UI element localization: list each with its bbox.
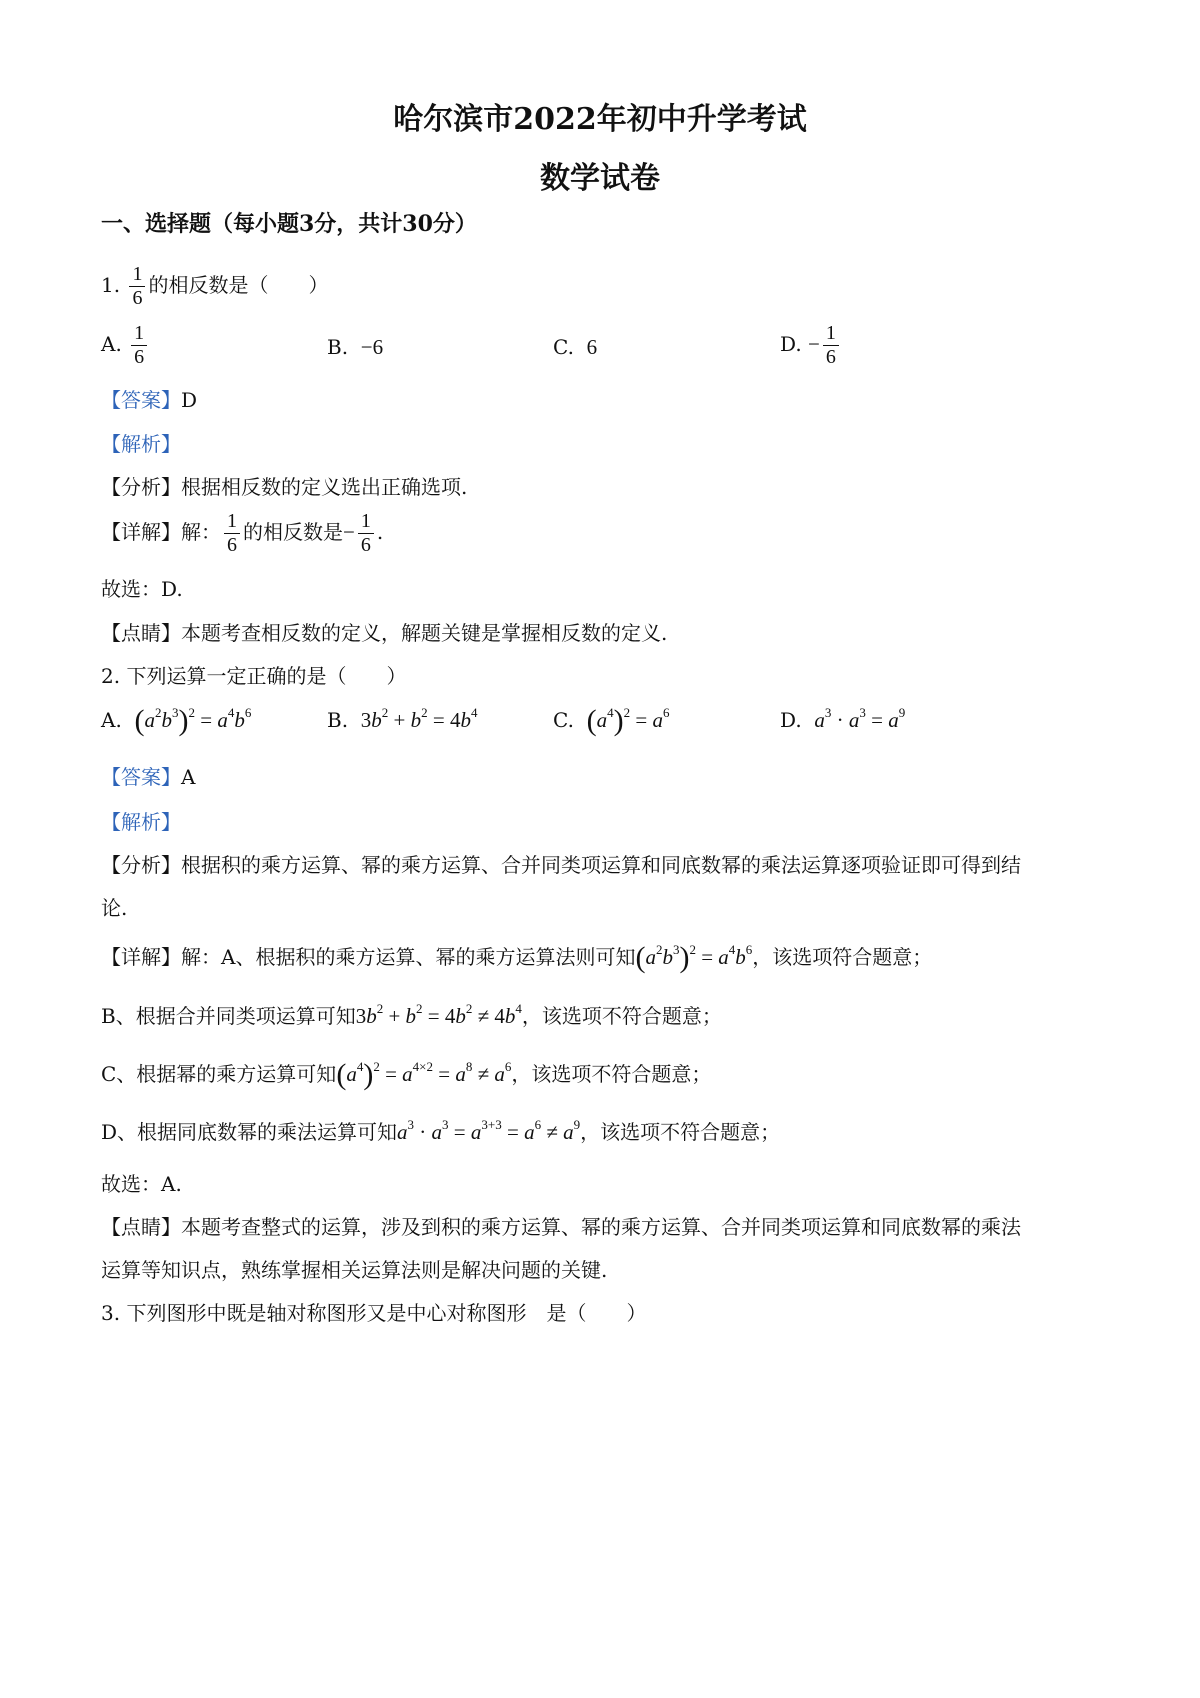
detail-line-c: C、根据幂的乘方运算可知$(a^4)^2 = a^{4\times 2} = a^8 \ne a^6$，该选项不符合题意； bbox=[101, 1058, 712, 1091]
choice-conclusion: 故选：A. bbox=[101, 1172, 182, 1196]
question-3-stem: 3. 下列图形中既是轴对称图形又是中心对称图形 是（ ） bbox=[101, 1301, 647, 1325]
answer-line bbox=[101, 384, 197, 413]
math-expression: $a^3 \cdot a^3 = a^{3+3} = a^6 \ne a^9$ bbox=[397, 1117, 581, 1144]
option-b: B. −6 bbox=[327, 335, 384, 359]
analysis-label: 【解析】 bbox=[101, 432, 181, 456]
math-expression: $3b^2 + b^2 = 4b^4$ bbox=[360, 705, 478, 732]
option-b: B. $3b^2 + b^2 = 4b^4$ bbox=[327, 705, 478, 732]
question-1-stem bbox=[101, 263, 328, 310]
key-point-text: 【点睛】本题考查相反数的定义，解题关键是掌握相反数的定义. bbox=[101, 621, 668, 645]
question-number: 1. bbox=[101, 273, 121, 297]
answer-line bbox=[101, 761, 195, 790]
math-expression: $(a^2b^3)^2 = a^4b^6$ bbox=[134, 704, 252, 737]
fraction-one-sixth: $\frac{1}{6}$ bbox=[131, 322, 147, 369]
option-c: C. $(a^4)^2 = a^6$ bbox=[553, 704, 670, 737]
key-point-text: 【点睛】本题考查整式的运算，涉及到积的乘方运算、幂的乘方运算、合并同类项运算和同底数幂的乘法 bbox=[101, 1215, 1021, 1239]
math-expression: $3b^2 + b^2 = 4b^2 \ne 4b^4$ bbox=[355, 1001, 522, 1028]
detail-text: 【详解】解： $\frac{1}{6}$ 的相反数是− $\frac{1}{6}$ . bbox=[101, 510, 384, 556]
detail-line-b: B、根据合并同类项运算可知$3b^2 + b^2 = 4b^2 \ne 4b^4$，该选项不符合题意； bbox=[101, 1001, 722, 1028]
answer-value: D bbox=[181, 388, 198, 412]
fraction-one-sixth: $\frac{1}{6}$ bbox=[823, 322, 839, 369]
math-expression: $(a^4)^2 = a^{4\times 2} = a^8 \ne a^6$ bbox=[336, 1058, 512, 1091]
choice-conclusion: 故选：D. bbox=[101, 577, 183, 601]
math-expression: $(a^4)^2 = a^6$ bbox=[586, 704, 670, 737]
answer-label: 【答案】 bbox=[101, 388, 181, 412]
key-point-text: 运算等知识点，熟练掌握相关运算法则是解决问题的关键. bbox=[101, 1258, 608, 1282]
fraction-one-sixth: $\frac{1}{6}$ bbox=[358, 510, 374, 557]
question-2-stem: 2. 下列运算一定正确的是（ ） bbox=[101, 664, 407, 688]
option-c: C. 6 bbox=[553, 335, 598, 359]
option-d: D. − $\frac{1}{6}$ bbox=[780, 322, 842, 369]
section-heading: 一、选择题（每小题3分，共计30分） bbox=[101, 211, 477, 237]
detail-line-a: 【详解】解：A、根据积的乘方运算、幂的乘方运算法则可知$(a^2b^3)^2 = a^4b^6$，该选项符合题意； bbox=[101, 941, 933, 974]
question-1-text: 的相反数是（ ） bbox=[148, 273, 329, 297]
option-a: A. $(a^2b^3)^2 = a^4b^6$ bbox=[101, 704, 252, 737]
math-expression: $a^3 \cdot a^3 = a^9$ bbox=[814, 705, 906, 732]
answer-value: A bbox=[181, 765, 196, 789]
math-expression: $(a^2b^3)^2 = a^4b^6$ bbox=[635, 941, 753, 974]
detail-line-d: D、根据同底数幂的乘法运算可知$a^3 \cdot a^3 = a^{3+3} = a^6 \ne a^9$，该选项不符合题意； bbox=[101, 1117, 781, 1144]
analysis-label: 【解析】 bbox=[101, 810, 181, 834]
option-d: D. $a^3 \cdot a^3 = a^9$ bbox=[780, 705, 906, 732]
fraction-one-sixth: $\frac{1}{6}$ bbox=[224, 510, 240, 557]
answer-label: 【答案】 bbox=[101, 765, 181, 789]
page-subtitle: 数学试卷 bbox=[540, 161, 660, 196]
analysis-text: 【分析】根据相反数的定义选出正确选项. bbox=[101, 475, 468, 499]
analysis-text: 【分析】根据积的乘方运算、幂的乘方运算、合并同类项运算和同底数幂的乘法运算逐项验证即可得到结 bbox=[101, 853, 1021, 877]
analysis-text: 论. bbox=[101, 896, 128, 920]
fraction-one-sixth: $\frac{1}{6}$ bbox=[129, 263, 145, 310]
page-title: 哈尔滨市2022年初中升学考试 bbox=[393, 102, 807, 137]
option-a: A. $\frac{1}{6}$ bbox=[101, 322, 150, 369]
